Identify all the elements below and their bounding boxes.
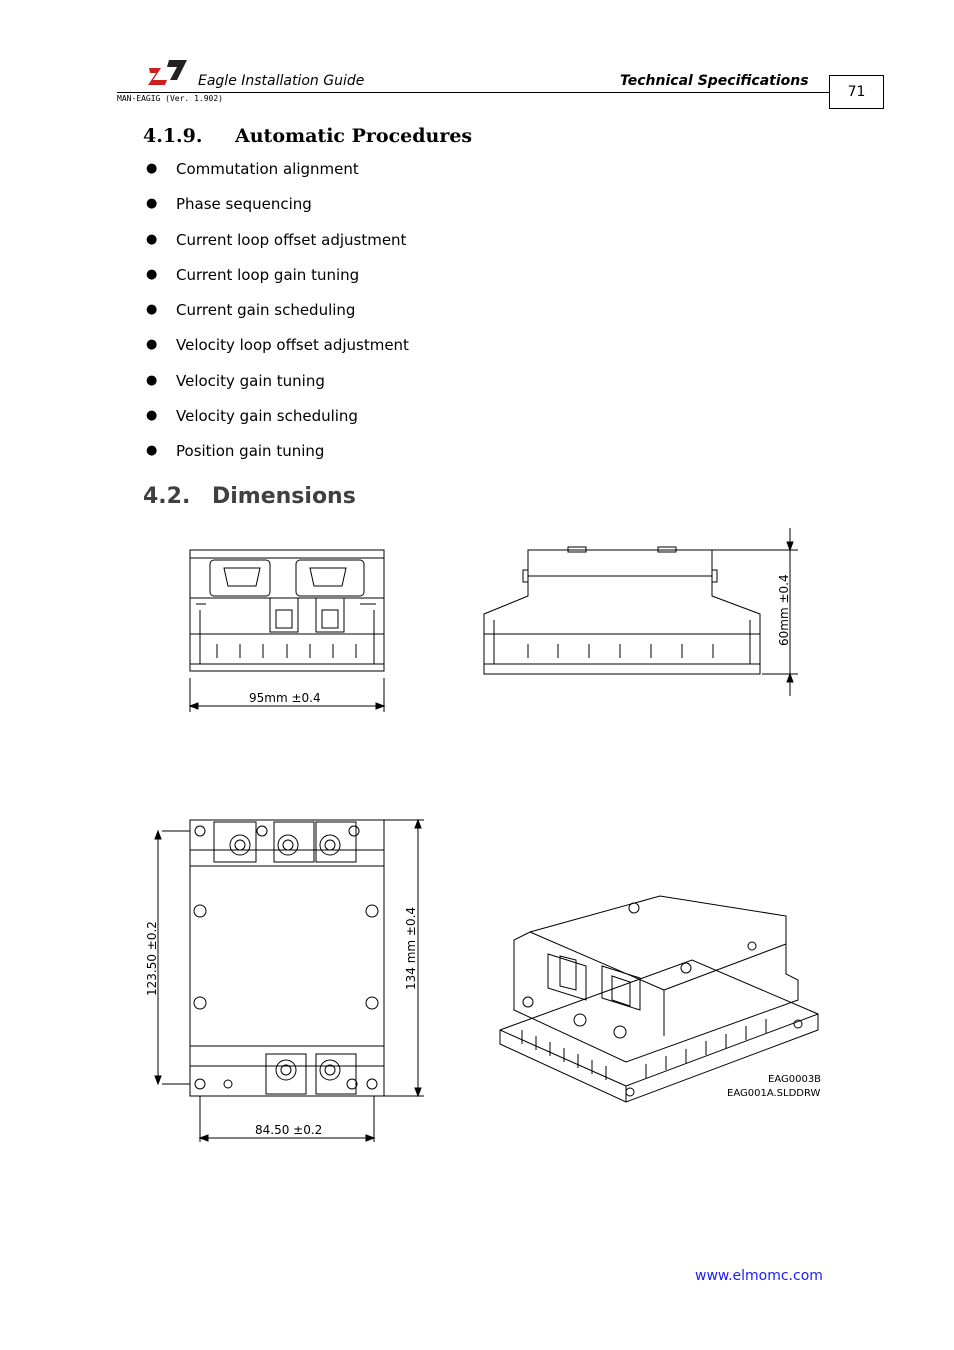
bullet-icon: ● — [146, 266, 158, 282]
list-item-text: Velocity gain tuning — [176, 371, 325, 390]
front-view-drawing — [190, 550, 384, 712]
side-view-drawing — [484, 528, 798, 696]
bullet-icon: ● — [146, 196, 158, 212]
list-item-text: Position gain tuning — [176, 442, 325, 461]
list-item-text: Phase sequencing — [176, 195, 312, 214]
guide-title: Eagle Installation Guide — [198, 73, 365, 89]
width-dimension-label: 95mm ±0.4 — [249, 691, 321, 705]
bullet-icon: ● — [146, 302, 158, 318]
bullet-icon: ● — [146, 443, 158, 459]
website-link[interactable]: www.elmomc.com — [695, 1268, 823, 1284]
section-number: 4.2. — [143, 484, 191, 509]
section-heading-text: Dimensions — [212, 484, 356, 509]
hole-spacing-dimension-label: 84.50 ±0.2 — [255, 1123, 323, 1137]
page-number: 71 — [829, 75, 884, 109]
list-item-text: Commutation alignment — [176, 160, 359, 178]
inner-height-dimension-label: 123.50 ±0.2 — [145, 921, 159, 996]
drawing-code-label: EAG0003B — [768, 1074, 822, 1085]
height-dimension-label: 60mm ±0.4 — [777, 574, 791, 646]
list-item-text: Current loop offset adjustment — [176, 230, 407, 249]
list-item-text: Current gain scheduling — [176, 301, 356, 320]
section-number: 4.1.9. — [143, 125, 203, 147]
list-item-text: Velocity gain scheduling — [176, 407, 358, 426]
section-title: Technical Specifications — [620, 73, 809, 89]
isometric-view-drawing — [500, 896, 818, 1102]
bullet-icon: ● — [146, 337, 158, 353]
top-view-drawing — [155, 820, 424, 1142]
section-heading-text: Automatic Procedures — [235, 125, 473, 147]
bullet-icon: ● — [146, 408, 158, 424]
bullet-icon: ● — [146, 231, 158, 247]
document-id: MAN-EAGIG (Ver. 1.902) — [117, 94, 223, 103]
bullet-icon: ● — [146, 161, 158, 176]
drawing-file-label: EAG001A.SLDDRW — [727, 1088, 821, 1099]
outer-height-dimension-label: 134 mm ±0.4 — [404, 906, 418, 990]
list-item-text: Current loop gain tuning — [176, 265, 360, 284]
list-item-text: Velocity loop offset adjustment — [176, 336, 409, 355]
bullet-icon: ● — [146, 372, 158, 388]
